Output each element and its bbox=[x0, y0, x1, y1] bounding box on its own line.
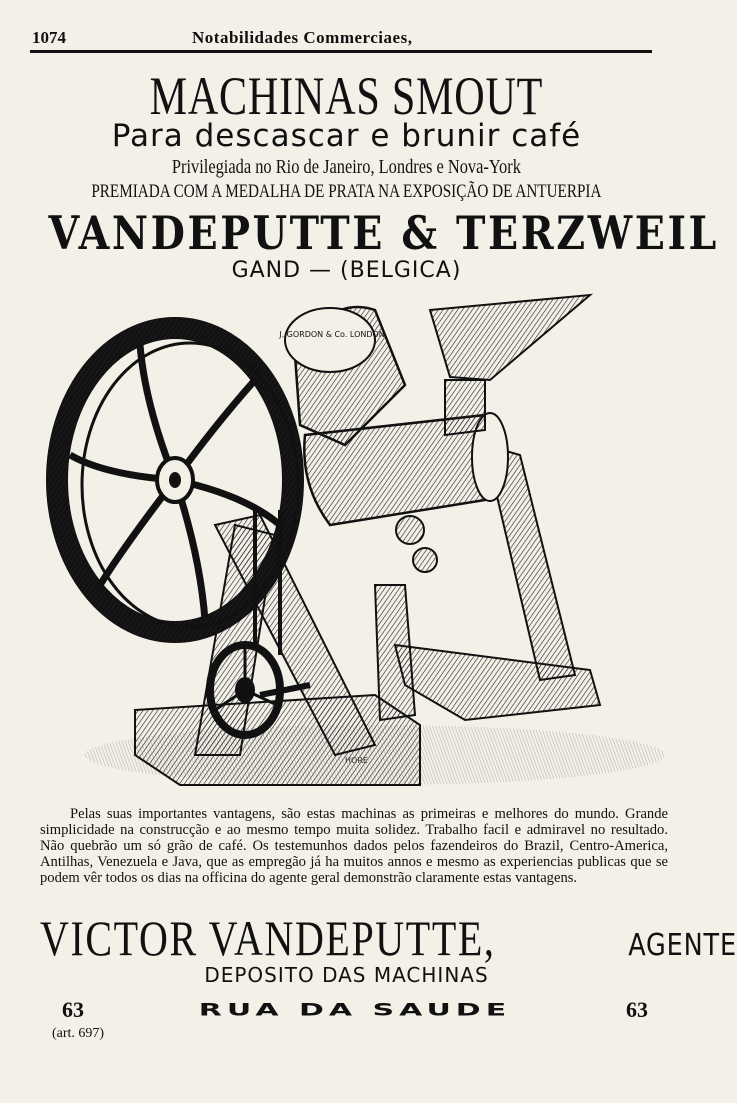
ad-subtitle: Para descascar e brunir café bbox=[111, 118, 582, 154]
article-reference: (art. 697) bbox=[52, 1026, 105, 1041]
maker-plate: J. GORDON & Co. LONDON bbox=[279, 330, 385, 339]
coffee-machine-illustration bbox=[45, 285, 655, 790]
medal-line: PREMIADA COM A MEDALHA DE PRATA NA EXPOSIÇÃO DE ANTUERPIA bbox=[91, 181, 602, 202]
depot-line: DEPOSITO DAS MACHINAS bbox=[204, 963, 489, 987]
page-header bbox=[32, 28, 650, 50]
header-rule bbox=[30, 50, 652, 53]
company-name: VANDEPUTTE & TERZWEIL bbox=[48, 206, 719, 260]
running-title: Notabilidades Commerciaes, bbox=[192, 28, 413, 47]
ad-title: MACHINAS SMOUT bbox=[149, 66, 544, 126]
address-line bbox=[62, 996, 648, 1024]
privileges-line: Privilegiada no Rio de Janeiro, Londres e Nova-York bbox=[171, 156, 521, 178]
address-number-left: 63 bbox=[62, 997, 84, 1022]
agent-title: AGENTE bbox=[628, 928, 737, 963]
agent-name: VICTOR VANDEPUTTE, bbox=[40, 910, 496, 966]
flywheel bbox=[57, 328, 298, 632]
company-city: GAND — (BELGICA) bbox=[231, 258, 462, 283]
page-number: 1074 bbox=[32, 28, 66, 47]
agent-line bbox=[40, 910, 737, 966]
address-number-right: 63 bbox=[625, 997, 648, 1022]
ad-body-text: Pelas suas importantes vantagens, são estas machinas as primeiras e melhores do mundo. Grande simplicidade na construcção e ao mesmo tempo muita solidez. Trabalho facil e admiravel no resultado. Não quebrão um só grão de café. Os testemunhos dados pelos fazendeiros do Brazil, Centro-America, Antilhas, Venezuela e Java, que as empregão já ha muitos annos e mesmo as experiencias publicas que se podem vêr todos os dias na officina do agente geral demonstrão claramente estas vantagens. bbox=[40, 806, 668, 886]
address-street: RUA DA SAUDE bbox=[198, 1000, 512, 1020]
engraver-signature: HORE bbox=[345, 756, 368, 765]
